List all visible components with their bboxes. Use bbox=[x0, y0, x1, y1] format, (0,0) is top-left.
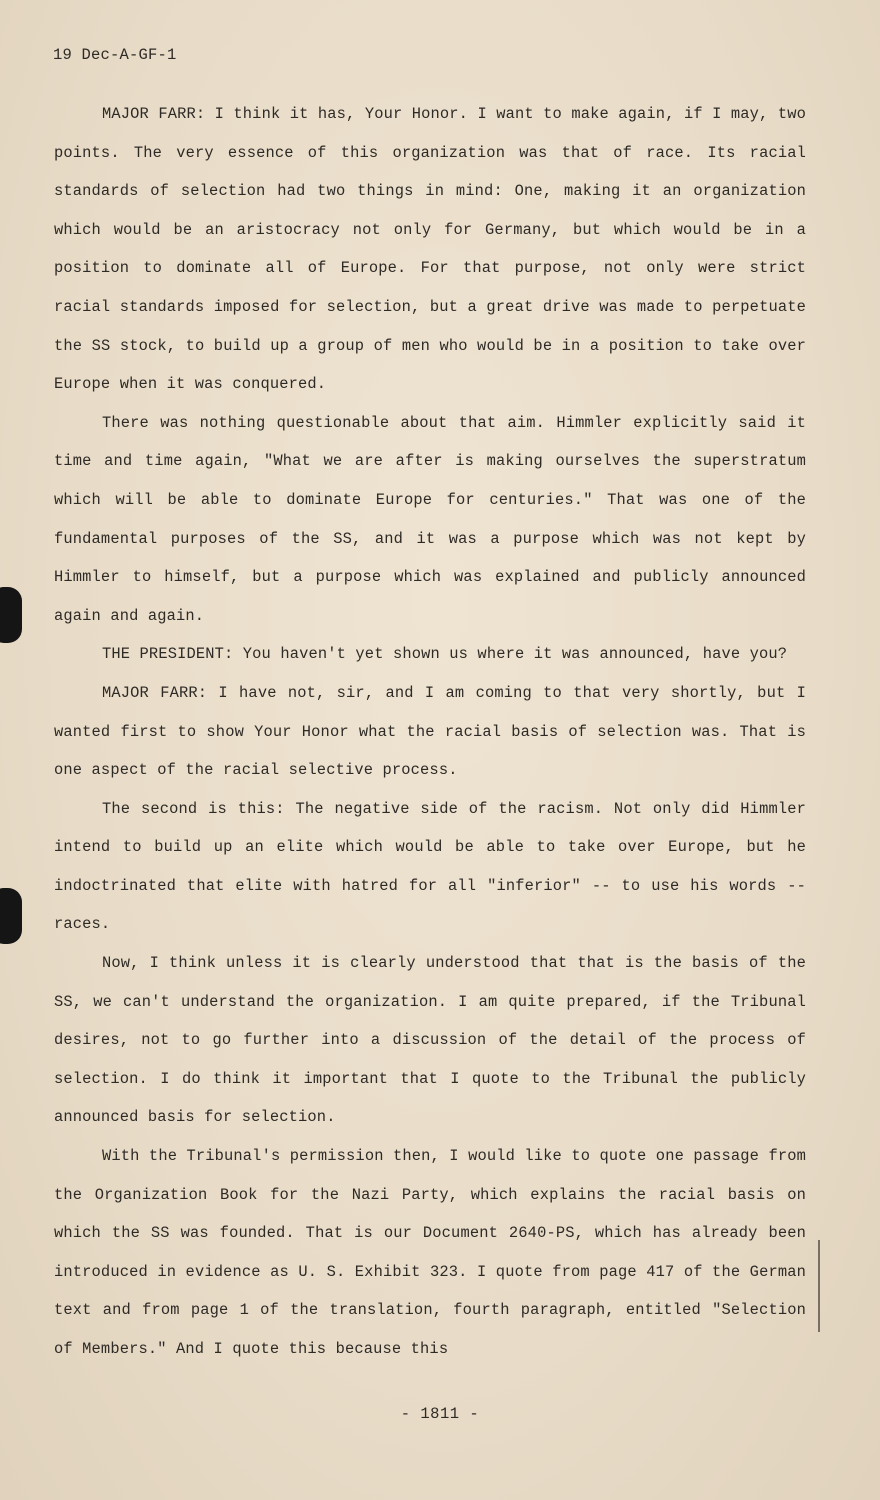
page-number: - 1811 - bbox=[400, 1405, 480, 1423]
paragraph: MAJOR FARR: I have not, sir, and I am coming to that very shortly, but I wanted first to show Your Honor what the racial basis of selection was. That is one aspect of the racial selective process. bbox=[54, 683, 806, 780]
paragraph: The second is this: The negative side of the racism. Not only did Himmler intend to build up an elite which would be able to take over Europe, but he indoctrinated that elite with hatred for all "inferior" -- to use his words -- races. bbox=[54, 799, 806, 934]
paragraph: There was nothing questionable about that aim. Himmler explicitly said it time and time again, "What we are after is making ourselves the superstratum which will be able to dominate Europe for centuries." That was one of the fundamental purposes of the SS, and it was a purpose which was not kept by Himmler to himself, but a purpose which was explained and publicly announced again and again. bbox=[54, 413, 806, 625]
binder-hole-bottom bbox=[0, 888, 22, 944]
paragraph: Now, I think unless it is clearly understood that that is the basis of the SS, we can't understand the organization. I am quite prepared, if the Tribunal desires, not to go further into a discussion of the detail of the process of selection. I do think it important that I quote to the Tribunal the publicly announced basis for selection. bbox=[54, 954, 806, 1127]
margin-mark bbox=[818, 1240, 820, 1332]
document-code: 19 Dec-A-GF-1 bbox=[53, 46, 177, 64]
paragraph: THE PRESIDENT: You haven't yet shown us where it was announced, have you? bbox=[102, 645, 788, 664]
transcript-body bbox=[54, 95, 806, 1369]
paragraph: MAJOR FARR: I think it has, Your Honor. I want to make again, if I may, two points. The very essence of this organization was that of race. Its racial standards of selection had two things in mind: One, making it an organization which would be an aristocracy not only for Germany, but which would be in a position to dominate all of Europe. For that purpose, not only were strict racial standards imposed for selection, but a great drive was made to perpetuate the SS stock, to build up a group of men who would be in a position to take over Europe when it was conquered. bbox=[54, 105, 806, 394]
binder-hole-top bbox=[0, 587, 22, 643]
paragraph: With the Tribunal's permission then, I would like to quote one passage from the Organization Book for the Nazi Party, which explains the racial basis on which the SS was founded. That is our Document 2640-PS, which has already been introduced in evidence as U. S. Exhibit 323. I quote from page 417 of the German text and from page 1 of the translation, fourth paragraph, entitled "Selection of Members." And I quote this because this bbox=[54, 1147, 806, 1358]
